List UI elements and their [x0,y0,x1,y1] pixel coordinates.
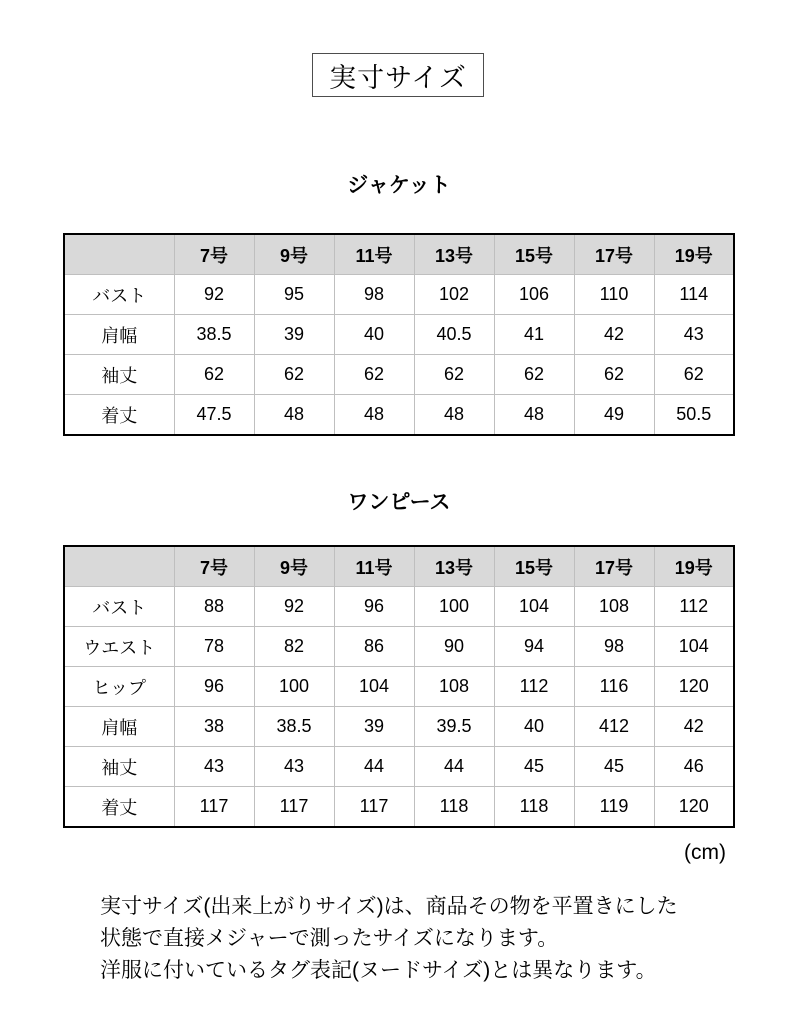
size-column-header: 19号 [654,546,734,587]
size-value-cell: 108 [574,587,654,627]
size-value-cell: 110 [574,275,654,315]
size-value-cell: 98 [574,627,654,667]
page-title: 実寸サイズ [329,62,467,93]
size-value-cell: 78 [174,627,254,667]
table-row [64,707,734,747]
size-value-cell: 412 [574,707,654,747]
unit-label: (cm) [684,841,726,864]
size-value-cell: 62 [654,355,734,395]
size-value-cell: 82 [254,627,334,667]
table-row [64,315,734,355]
size-value-cell: 104 [494,587,574,627]
size-value-cell: 43 [654,315,734,355]
jacket-table-title: ジャケット [347,174,451,197]
size-value-cell: 38 [174,707,254,747]
size-value-cell: 120 [654,787,734,828]
size-value-cell: 62 [334,355,414,395]
size-column-header: 7号 [174,546,254,587]
size-column-header: 15号 [494,546,574,587]
size-value-cell: 92 [254,587,334,627]
size-value-cell: 119 [574,787,654,828]
size-value-cell: 48 [254,395,334,436]
size-column-header: 13号 [414,546,494,587]
onepiece-table-title: ワンピース [347,491,451,514]
size-value-cell: 62 [254,355,334,395]
size-value-cell: 50.5 [654,395,734,436]
size-value-cell: 42 [654,707,734,747]
size-value-cell: 94 [494,627,574,667]
size-value-cell: 45 [494,747,574,787]
measurement-row-label: ヒップ [64,667,174,707]
size-column-header: 11号 [334,234,414,275]
measurement-row-label: バスト [64,587,174,627]
size-value-cell: 48 [494,395,574,436]
table-row [64,667,734,707]
size-value-cell: 100 [414,587,494,627]
size-value-cell: 96 [174,667,254,707]
size-value-cell: 90 [414,627,494,667]
corner-cell [64,234,174,275]
table-row [64,627,734,667]
size-value-cell: 62 [174,355,254,395]
size-value-cell: 43 [254,747,334,787]
size-value-cell: 116 [574,667,654,707]
size-value-cell: 120 [654,667,734,707]
size-value-cell: 118 [494,787,574,828]
measurement-row-label: 着丈 [64,395,174,436]
table-row [64,395,734,436]
size-value-cell: 39.5 [414,707,494,747]
size-value-cell: 39 [334,707,414,747]
size-value-cell: 38.5 [174,315,254,355]
measurement-row-label: バスト [64,275,174,315]
measurement-row-label: 着丈 [64,787,174,828]
size-column-header: 17号 [574,234,654,275]
size-value-cell: 117 [174,787,254,828]
size-value-cell: 44 [414,747,494,787]
size-column-header: 19号 [654,234,734,275]
size-value-cell: 88 [174,587,254,627]
size-value-cell: 41 [494,315,574,355]
size-value-cell: 42 [574,315,654,355]
footnote-line: 実寸サイズ(出来上がりサイズ)は、商品その物を平置きにした [100,895,678,918]
size-value-cell: 40 [334,315,414,355]
size-value-cell: 45 [574,747,654,787]
size-value-cell: 104 [654,627,734,667]
jacket-size-table [63,233,735,436]
footnote-line: 状態で直接メジャーで測ったサイズになります。 [100,927,559,950]
corner-cell [64,546,174,587]
size-column-header: 13号 [414,234,494,275]
size-value-cell: 118 [414,787,494,828]
table-row [64,787,734,828]
size-value-cell: 112 [654,587,734,627]
size-column-header: 7号 [174,234,254,275]
size-value-cell: 44 [334,747,414,787]
footnote [100,891,678,987]
size-value-cell: 117 [254,787,334,828]
size-value-cell: 49 [574,395,654,436]
size-value-cell: 38.5 [254,707,334,747]
size-value-cell: 48 [414,395,494,436]
table-row [64,275,734,315]
size-column-header: 11号 [334,546,414,587]
size-value-cell: 95 [254,275,334,315]
size-value-cell: 92 [174,275,254,315]
table-row [64,747,734,787]
page-title-box [312,53,484,97]
size-value-cell: 98 [334,275,414,315]
size-column-header: 9号 [254,234,334,275]
size-column-header: 9号 [254,546,334,587]
size-value-cell: 43 [174,747,254,787]
size-value-cell: 108 [414,667,494,707]
size-value-cell: 102 [414,275,494,315]
size-value-cell: 62 [574,355,654,395]
measurement-row-label: 肩幅 [64,707,174,747]
footnote-line: 洋服に付いているタグ表記(ヌードサイズ)とは異なります。 [100,959,657,982]
size-column-header: 15号 [494,234,574,275]
measurement-row-label: 袖丈 [64,355,174,395]
size-value-cell: 112 [494,667,574,707]
size-value-cell: 40 [494,707,574,747]
header-row [64,546,734,587]
size-value-cell: 62 [494,355,574,395]
size-value-cell: 47.5 [174,395,254,436]
size-value-cell: 106 [494,275,574,315]
size-value-cell: 40.5 [414,315,494,355]
size-value-cell: 48 [334,395,414,436]
size-value-cell: 62 [414,355,494,395]
size-value-cell: 86 [334,627,414,667]
size-value-cell: 39 [254,315,334,355]
header-row [64,234,734,275]
measurement-row-label: 肩幅 [64,315,174,355]
size-value-cell: 100 [254,667,334,707]
table-row [64,587,734,627]
size-value-cell: 96 [334,587,414,627]
size-column-header: 17号 [574,546,654,587]
table-row [64,355,734,395]
onepiece-size-table [63,545,735,828]
size-value-cell: 46 [654,747,734,787]
measurement-row-label: ウエスト [64,627,174,667]
size-value-cell: 117 [334,787,414,828]
size-value-cell: 104 [334,667,414,707]
measurement-row-label: 袖丈 [64,747,174,787]
size-value-cell: 114 [654,275,734,315]
